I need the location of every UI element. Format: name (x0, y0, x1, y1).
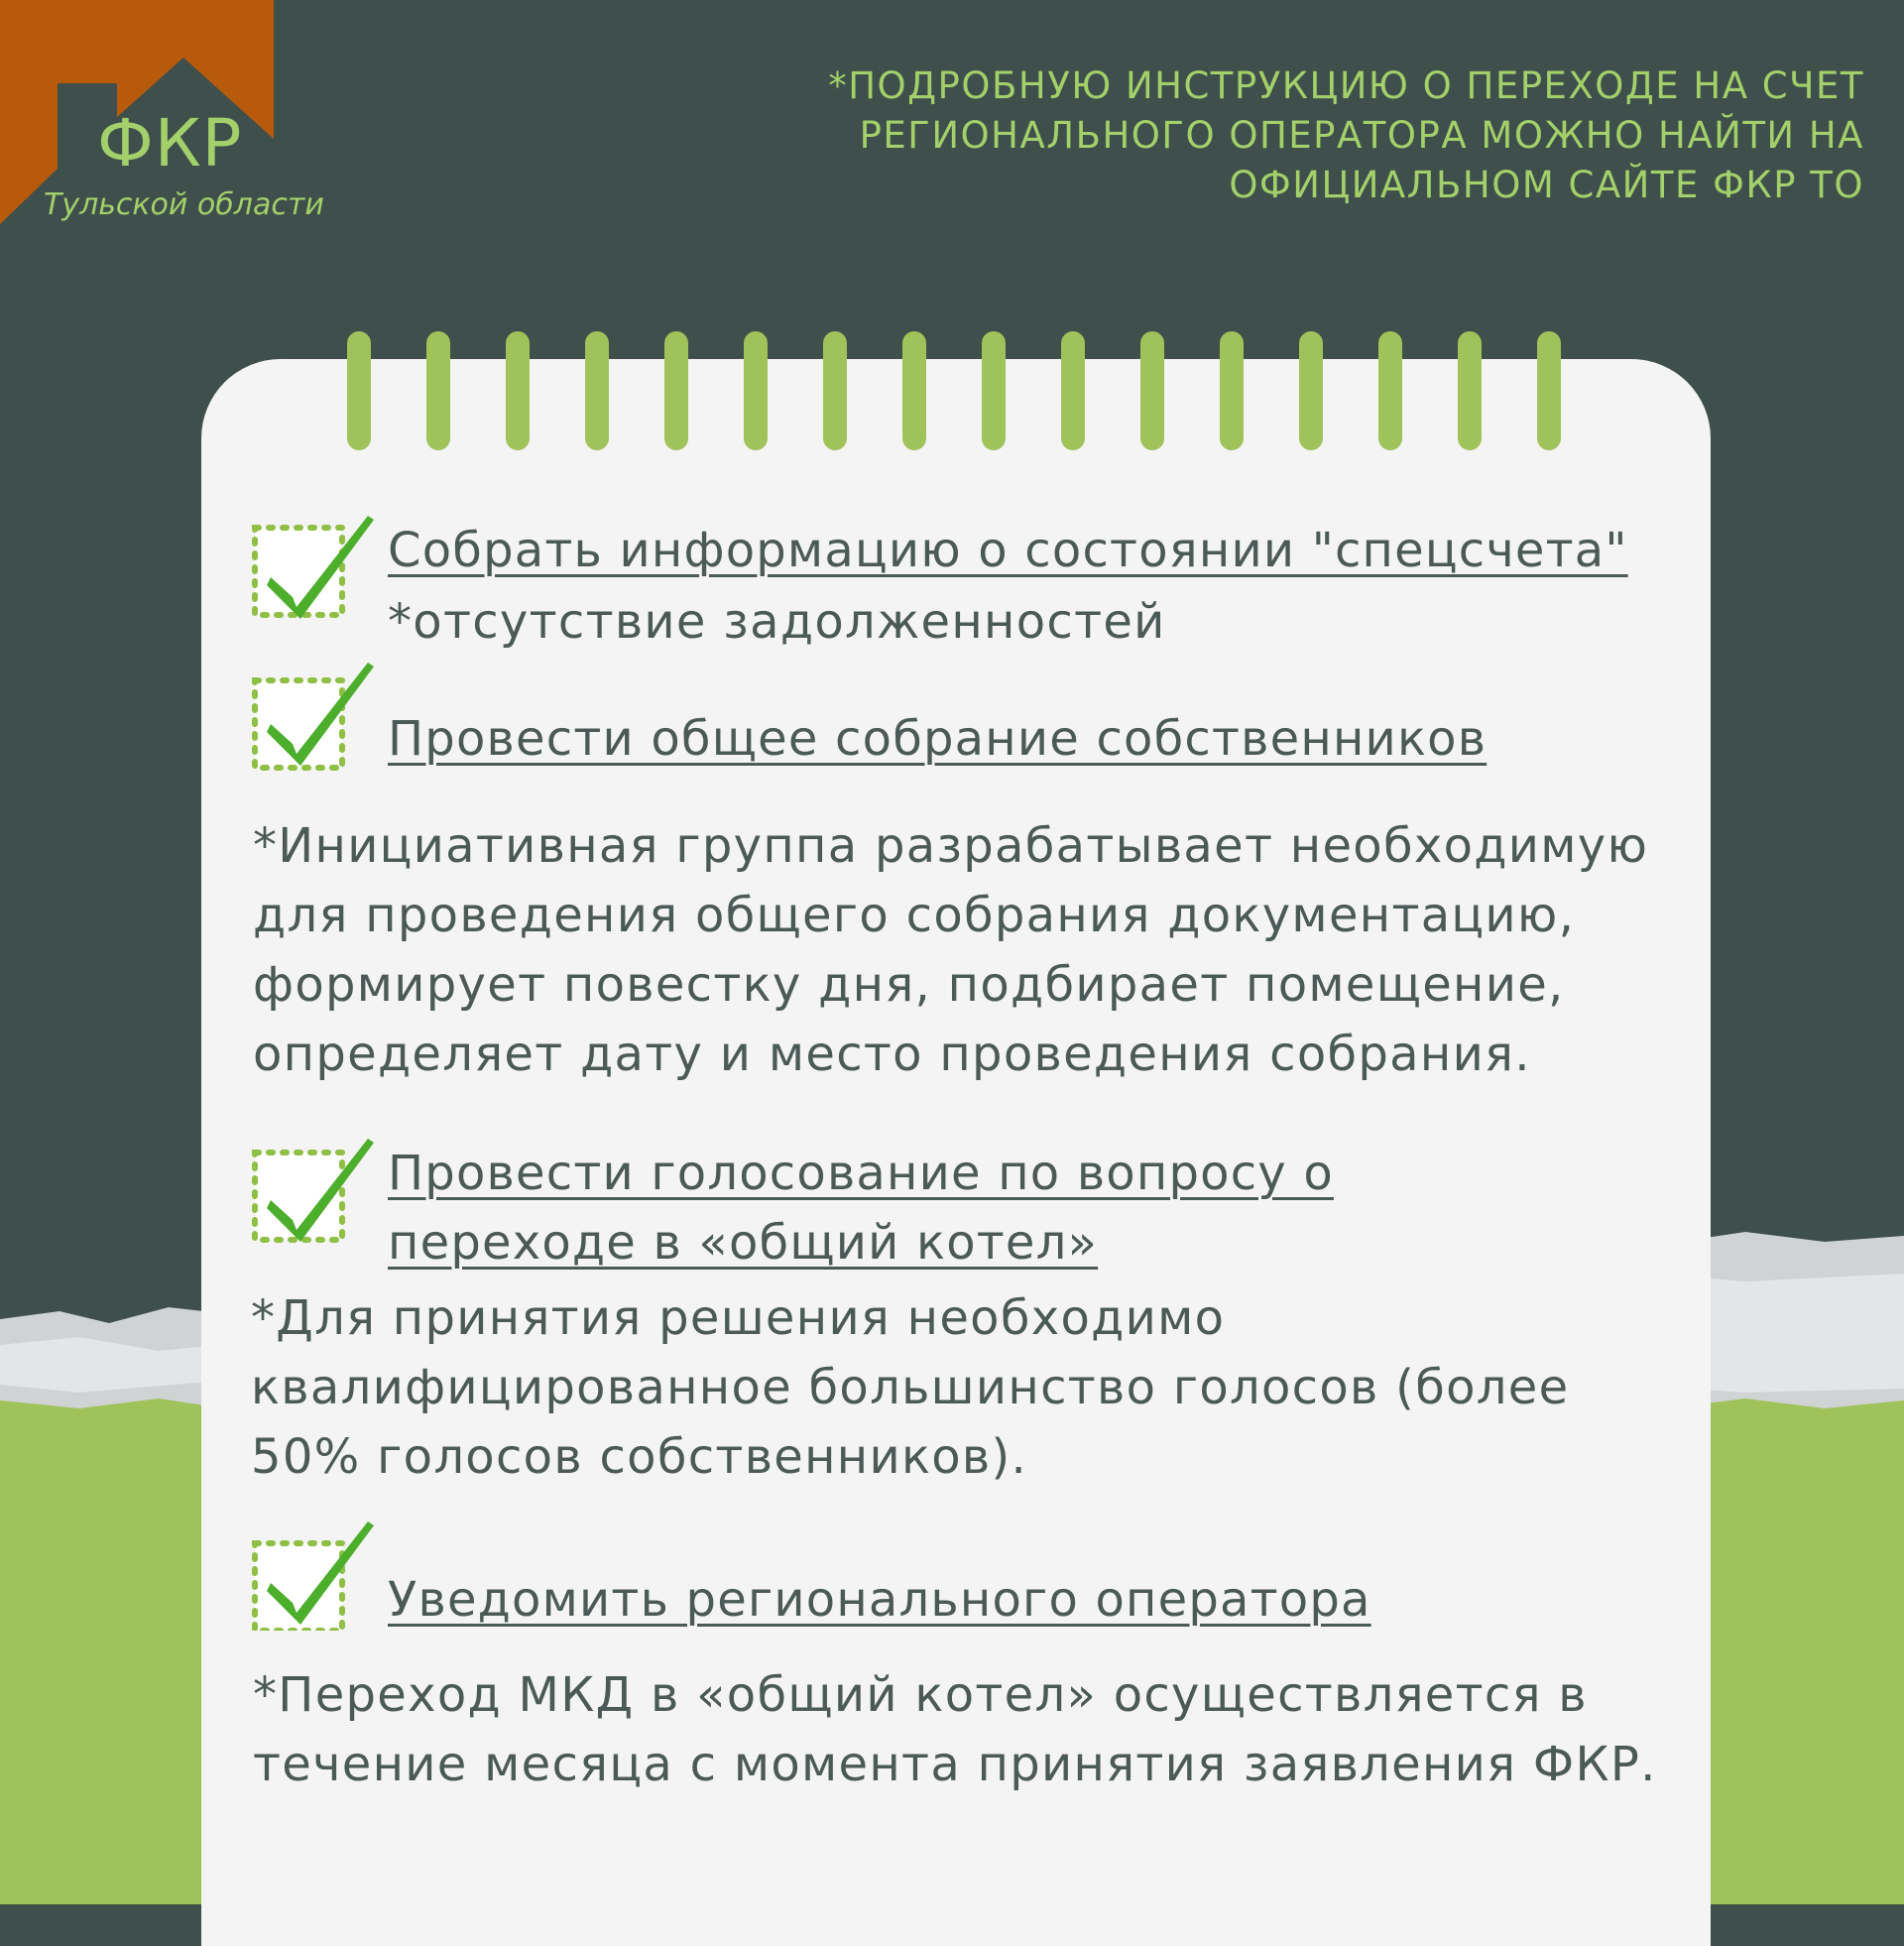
ring (1299, 331, 1323, 450)
step-note: *отсутствие задолженностей (388, 594, 1166, 650)
step-note: *Инициативная группа разрабатывает необходимую для проведения общего собрания документацию, формирует повестку дня, подбирает помещение, определяет дату и место проведения собрания. (253, 818, 1649, 1082)
ring (1537, 331, 1561, 450)
step-note: *Переход МКД в «общий котел» осуществляется в течение месяца с момента принятия заявления ФКР. (253, 1667, 1657, 1792)
ring (1458, 331, 1482, 450)
step-title: Провести общее собрание собственников (388, 711, 1488, 767)
ring (664, 331, 688, 450)
notepad-rings (347, 331, 1577, 450)
step-title: Провести голосование по вопросу о переходе в «общий котел» (388, 1146, 1334, 1271)
logo-title: ФКР (97, 105, 243, 182)
ring (347, 331, 371, 450)
checkbox-checked-icon (251, 516, 380, 625)
ring (1220, 331, 1244, 450)
ring (506, 331, 530, 450)
ring (982, 331, 1006, 450)
logo-subtitle: Тульской области (44, 187, 324, 222)
ring (823, 331, 847, 450)
ring (585, 331, 609, 450)
ring (1378, 331, 1402, 450)
ring (426, 331, 450, 450)
checkbox-checked-icon (251, 1521, 380, 1631)
ring (1140, 331, 1164, 450)
step-title: Собрать информацию о состоянии "спецсчета" (388, 523, 1628, 578)
ring (902, 331, 926, 450)
logo (0, 0, 327, 238)
header-note: *ПОДРОБНУЮ ИНСТРУКЦИЮ О ПЕРЕХОДЕ НА СЧЕТ РЕГИОНАЛЬНОГО ОПЕРАТОРА МОЖНО НАЙТИ НА ОФИЦИАЛЬНОМ САЙТЕ ФКР ТО (828, 64, 1864, 206)
ring (744, 331, 768, 450)
step-note: *Для принятия решения необходимо квалифицированное большинство голосов (более 50% голосов собственников). (251, 1290, 1570, 1485)
step-title: Уведомить регионального оператора (388, 1572, 1371, 1628)
checkbox-checked-icon (251, 1139, 380, 1248)
checkbox-checked-icon (251, 663, 380, 772)
ring (1061, 331, 1085, 450)
